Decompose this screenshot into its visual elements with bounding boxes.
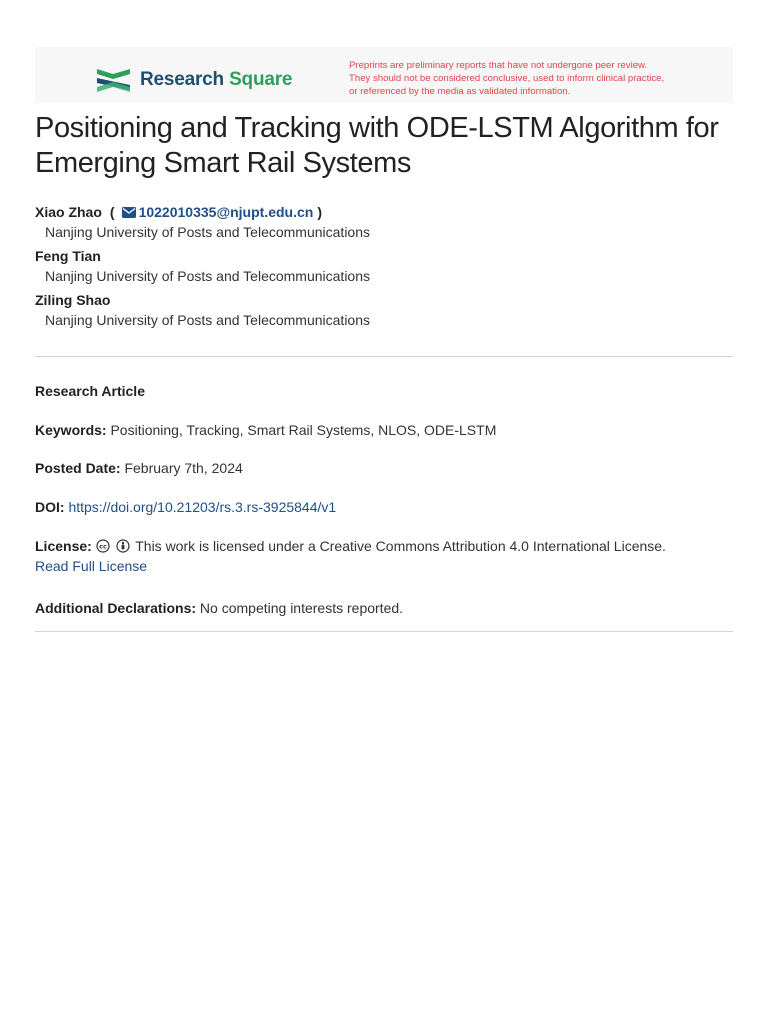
preprint-banner — [35, 47, 733, 103]
divider — [35, 631, 733, 632]
doi-label: DOI: — [35, 499, 65, 515]
envelope-icon — [122, 207, 136, 218]
keywords-label: Keywords: — [35, 422, 107, 438]
posted-date-value: February 7th, 2024 — [124, 460, 243, 476]
read-full-license-link[interactable]: Read Full License — [35, 558, 148, 574]
research-square-logo-icon — [95, 65, 132, 95]
declarations-label: Additional Declarations: — [35, 600, 197, 616]
keywords-row — [35, 420, 735, 440]
author-name: Ziling Shao — [35, 292, 111, 308]
author-affiliation: Nanjing University of Posts and Telecommunications — [45, 312, 371, 328]
cc-by-icon — [116, 539, 130, 553]
logo-wordmark: Research Square — [140, 69, 293, 90]
author-affiliation: Nanjing University of Posts and Telecommunications — [45, 268, 371, 284]
paper-title: Positioning and Tracking with ODE-LSTM Algorithm for Emerging Smart Rail Systems — [35, 112, 719, 179]
author-name: Feng Tian — [35, 248, 101, 264]
research-square-logo[interactable] — [95, 65, 292, 95]
divider — [35, 356, 733, 357]
author-list — [35, 202, 735, 334]
disclaimer-line: They should not be considered conclusive, used to inform clinical practice, — [349, 72, 665, 84]
doi-link[interactable]: https://doi.org/10.21203/rs.3.rs-3925844/v1 — [68, 499, 337, 515]
author-affiliation: Nanjing University of Posts and Telecommunications — [45, 224, 371, 240]
author-email-link[interactable] — [121, 202, 314, 222]
license-label: License: — [35, 538, 92, 554]
declarations-row — [35, 598, 735, 618]
author-entry — [35, 246, 735, 286]
disclaimer-line: Preprints are preliminary reports that have not undergone peer review. — [349, 60, 648, 71]
posted-date-label: Posted Date: — [35, 460, 121, 476]
disclaimer-line: or referenced by the media as validated information. — [349, 85, 571, 97]
author-entry: Xiao Zhao ( 1022010335@njupt.edu.cn ) Nanjing University of Posts and Telecommunications — [35, 202, 735, 242]
author-email: 1022010335@njupt.edu.cn — [138, 204, 314, 220]
author-entry — [35, 290, 735, 330]
cc-icon — [96, 539, 110, 553]
license-text: This work is licensed under a Creative Commons Attribution 4.0 International License. — [135, 538, 666, 554]
license-row — [35, 536, 735, 576]
svg-text:cc: cc — [98, 542, 107, 551]
doi-row — [35, 497, 735, 517]
article-type: Research Article — [35, 383, 145, 399]
keywords-value: Positioning, Tracking, Smart Rail Systems, NLOS, ODE-LSTM — [110, 422, 497, 438]
posted-date-row — [35, 458, 735, 478]
preprint-disclaimer — [349, 60, 729, 98]
declarations-value: No competing interests reported. — [199, 600, 404, 616]
author-name: Xiao Zhao — [35, 204, 102, 220]
